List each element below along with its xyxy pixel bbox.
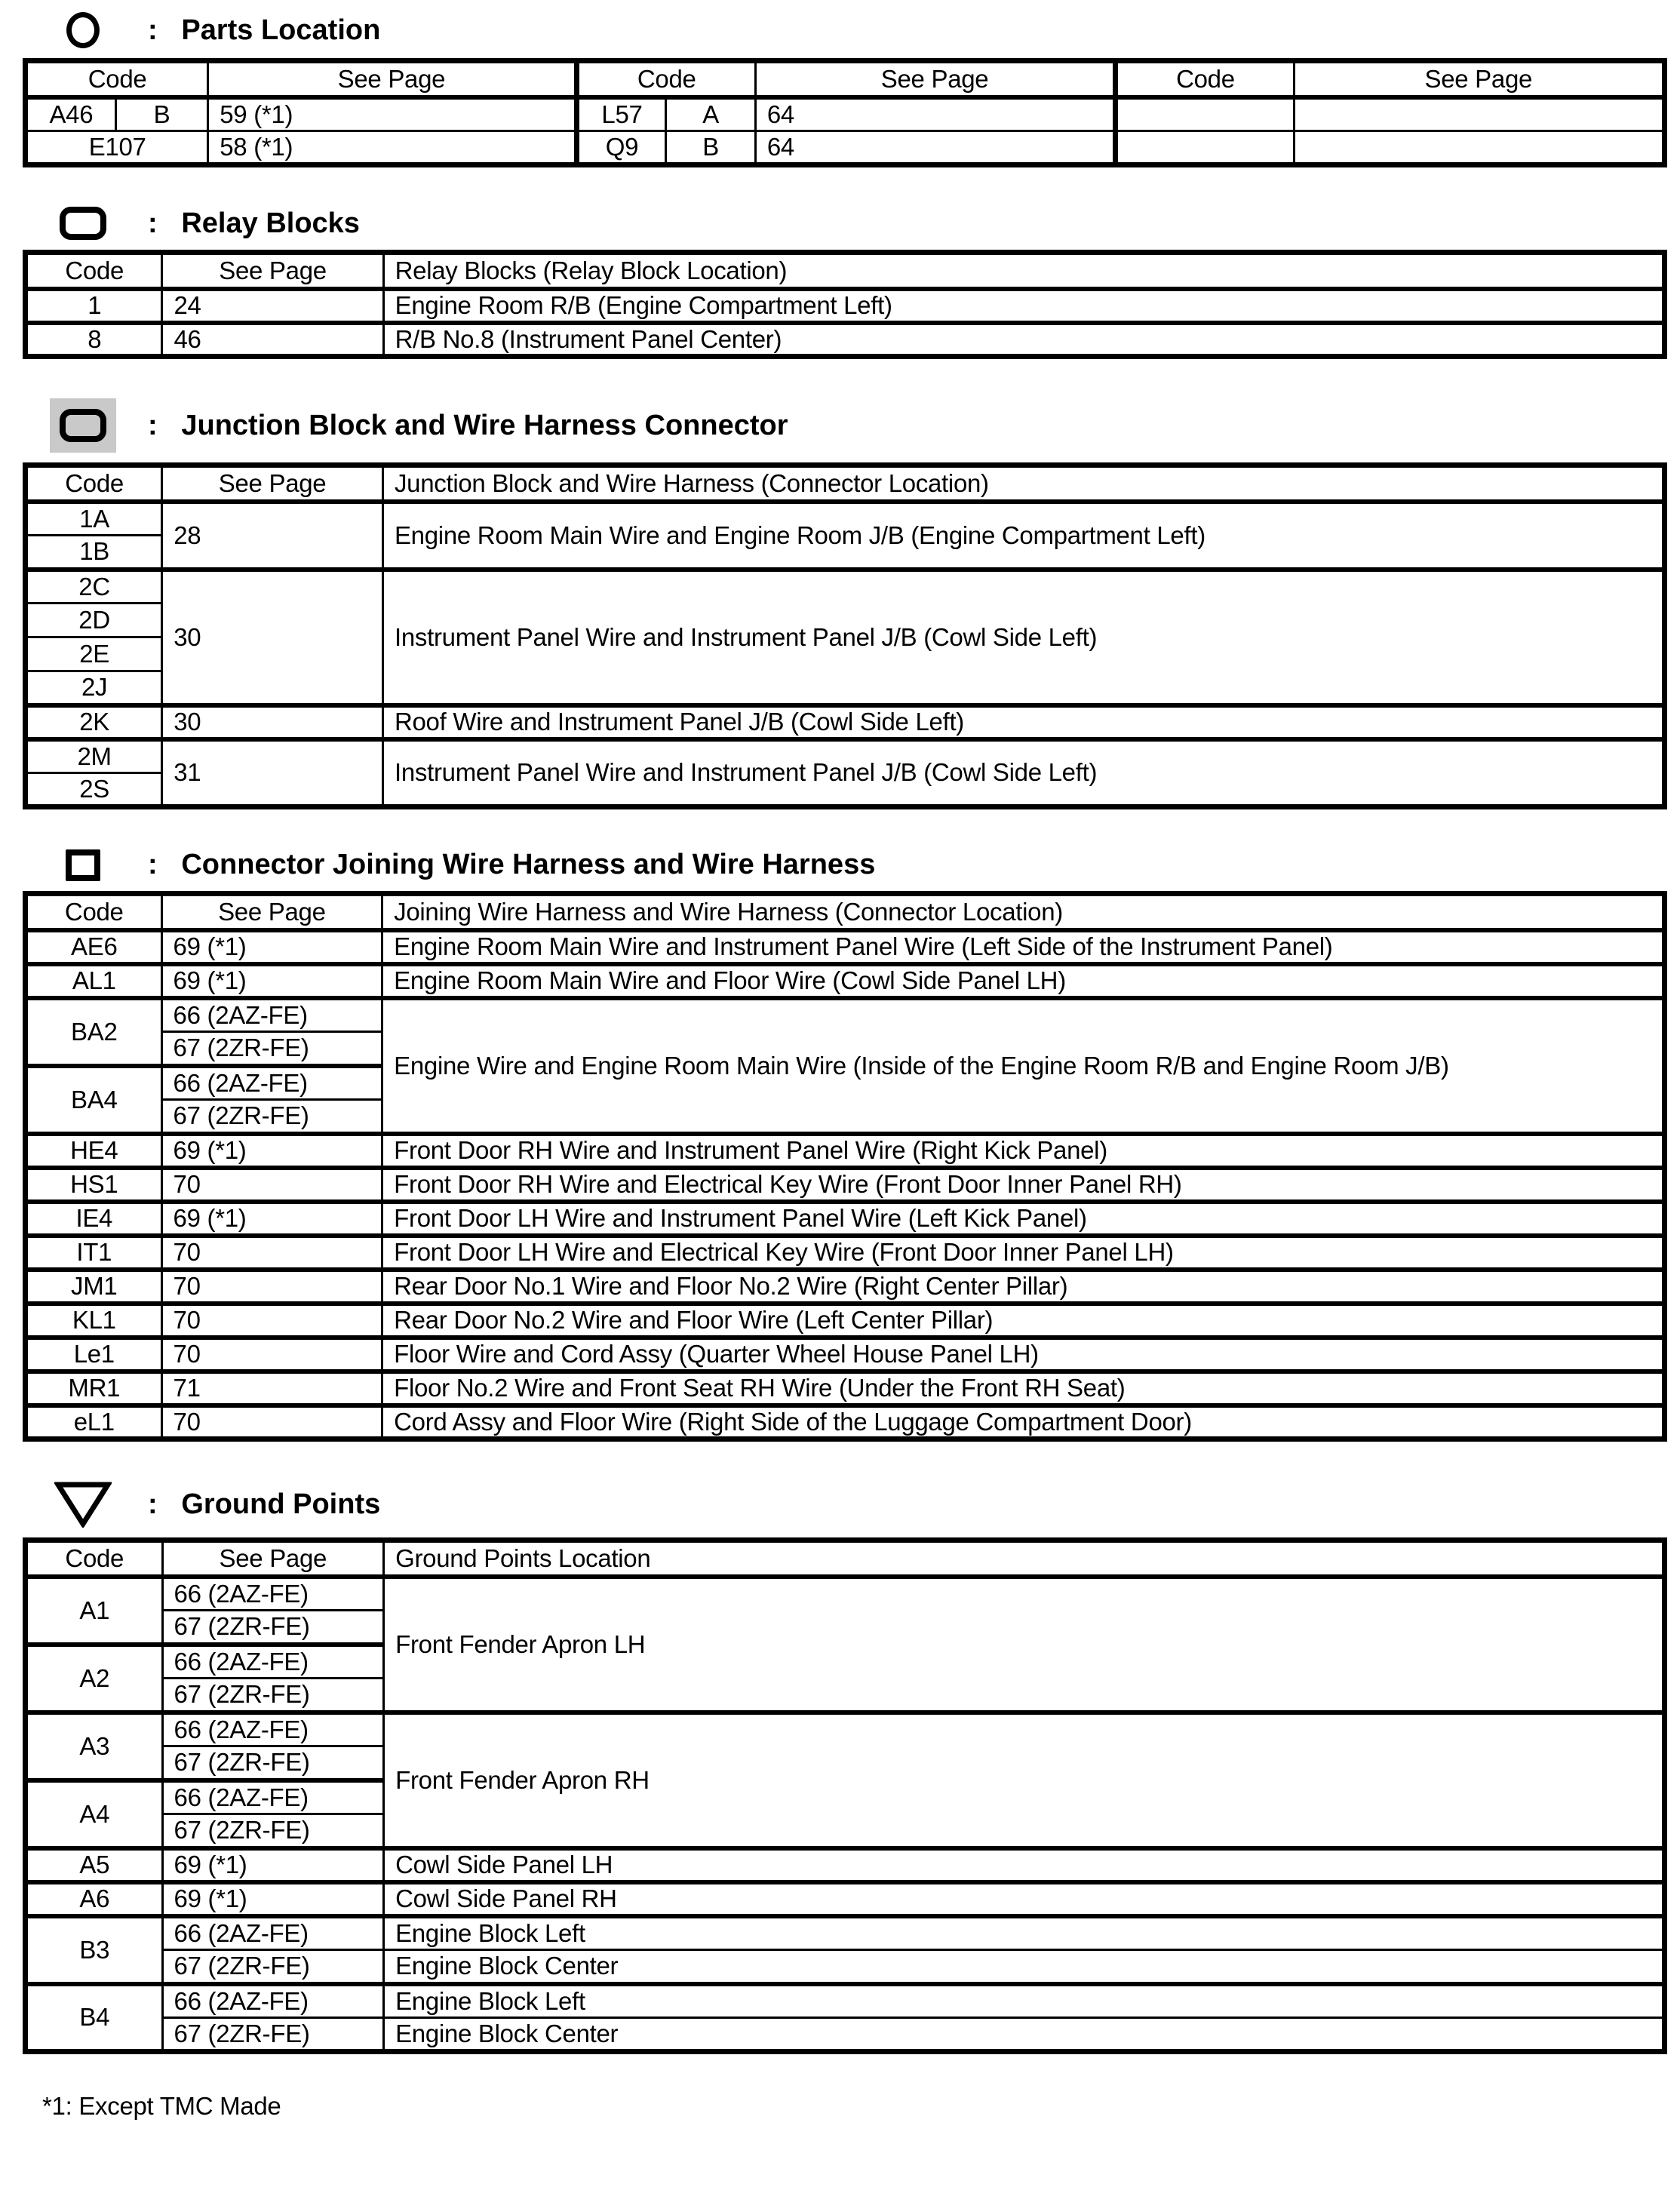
table-cell: Roof Wire and Instrument Panel J/B (Cowl Side Left) xyxy=(382,705,1664,739)
table-row xyxy=(26,1168,1665,1202)
table-cell: 31 xyxy=(162,739,383,807)
header-row xyxy=(26,253,1665,289)
table-row xyxy=(26,1712,1665,1746)
triangle-icon xyxy=(48,1481,118,1528)
section-title: Connector Joining Wire Harness and Wire Harness xyxy=(181,849,876,880)
table-row xyxy=(26,570,1665,604)
table-cell: Engine Room Main Wire and Instrument Panel Wire (Left Side of the Instrument Panel) xyxy=(382,930,1665,964)
column-header: See Page xyxy=(755,61,1115,97)
table-row xyxy=(26,1848,1665,1882)
table-cell: Floor Wire and Cord Assy (Quarter Wheel House Panel LH) xyxy=(382,1338,1665,1371)
table-cell: R/B No.8 (Instrument Panel Center) xyxy=(383,323,1664,357)
table-row xyxy=(26,1371,1665,1405)
header-row xyxy=(26,1540,1665,1577)
column-header: See Page xyxy=(162,1540,384,1577)
table-cell: 24 xyxy=(162,289,383,323)
section-connector-joining xyxy=(23,849,1667,1442)
table-row xyxy=(26,1916,1665,1950)
table-cell: Front Door RH Wire and Electrical Key Wire (Front Door Inner Panel RH) xyxy=(382,1168,1665,1202)
table-cell: 70 xyxy=(161,1270,382,1304)
table-cell: 2C xyxy=(26,570,162,604)
table-cell: 70 xyxy=(161,1236,382,1270)
table-cell: 46 xyxy=(162,323,383,357)
table-cell: MR1 xyxy=(26,1371,162,1405)
table-row xyxy=(26,1577,1665,1611)
table-row xyxy=(26,1950,1665,1984)
section-heading xyxy=(23,12,1667,48)
header-row xyxy=(26,61,1665,97)
table-row xyxy=(26,1134,1665,1168)
table-cell: Q9 xyxy=(576,131,666,165)
column-header: Code xyxy=(576,61,755,97)
table-cell: Floor No.2 Wire and Front Seat RH Wire (Under the Front RH Seat) xyxy=(382,1371,1665,1405)
table-row xyxy=(26,323,1665,357)
table-row xyxy=(26,1202,1665,1236)
table-cell: 30 xyxy=(162,705,383,739)
column-header: Code xyxy=(26,1540,163,1577)
heading-colon: : xyxy=(148,14,158,46)
section-title: Parts Location xyxy=(181,14,381,46)
section-relay-blocks xyxy=(23,207,1667,359)
table-row xyxy=(26,131,1665,165)
header-row xyxy=(26,894,1665,930)
table-cell: 66 (2AZ-FE) xyxy=(162,1916,384,1950)
table-cell: 64 xyxy=(755,97,1115,131)
table-cell: JM1 xyxy=(26,1270,162,1304)
table-cell: Front Door LH Wire and Electrical Key Wire (Front Door Inner Panel LH) xyxy=(382,1236,1665,1270)
table-row xyxy=(26,998,1665,1032)
table-cell: 70 xyxy=(161,1168,382,1202)
table-row xyxy=(26,289,1665,323)
table-cell: 69 (*1) xyxy=(161,1202,382,1236)
icon-shade-patch xyxy=(50,398,116,453)
table-cell: Front Door LH Wire and Instrument Panel Wire (Left Kick Panel) xyxy=(382,1202,1665,1236)
column-header: Joining Wire Harness and Wire Harness (Connector Location) xyxy=(382,894,1665,930)
table-cell: Engine Room Main Wire and Engine Room J/B (Engine Compartment Left) xyxy=(382,502,1664,570)
table-cell: 66 (2AZ-FE) xyxy=(162,1577,384,1611)
table-row xyxy=(26,930,1665,964)
section-ground-points xyxy=(23,1481,1667,2054)
ellipse-icon xyxy=(48,12,118,48)
table-cell: 2J xyxy=(26,671,162,705)
table-cell: 66 (2AZ-FE) xyxy=(162,1984,384,2018)
table-cell: 66 (2AZ-FE) xyxy=(162,1645,384,1679)
table-cell: eL1 xyxy=(26,1405,162,1439)
section-heading xyxy=(23,398,1667,453)
table-cell xyxy=(1294,97,1664,131)
table-cell: A6 xyxy=(26,1882,163,1916)
section-title: Relay Blocks xyxy=(181,207,360,239)
heading-colon: : xyxy=(148,207,158,239)
table-cell: 30 xyxy=(162,570,383,705)
table-cell: Engine Room Main Wire and Floor Wire (Cowl Side Panel LH) xyxy=(382,964,1665,998)
ground-points-table xyxy=(23,1537,1667,2054)
column-header: Relay Blocks (Relay Block Location) xyxy=(383,253,1664,289)
table-cell: Cowl Side Panel LH xyxy=(384,1848,1665,1882)
table-cell: Instrument Panel Wire and Instrument Panel J/B (Cowl Side Left) xyxy=(382,570,1664,705)
table-row xyxy=(26,1304,1665,1338)
table-cell: B xyxy=(115,97,208,131)
section-heading xyxy=(23,1481,1667,1528)
column-header: Code xyxy=(26,894,162,930)
table-row xyxy=(26,705,1665,739)
footnote: *1: Except TMC Made xyxy=(42,2092,281,2120)
table-cell: 2M xyxy=(26,739,162,773)
section-parts-location xyxy=(23,12,1667,167)
heading-colon: : xyxy=(148,849,158,880)
connector-joining-table xyxy=(23,891,1667,1442)
table-cell: 69 (*1) xyxy=(161,964,382,998)
column-header: Code xyxy=(26,61,208,97)
table-cell: Engine Room R/B (Engine Compartment Left) xyxy=(383,289,1664,323)
table-cell: 69 (*1) xyxy=(161,930,382,964)
column-header: See Page xyxy=(161,894,382,930)
column-header: Code xyxy=(26,253,162,289)
table-cell: 67 (2ZR-FE) xyxy=(162,1746,384,1780)
table-cell: B3 xyxy=(26,1916,163,1984)
table-cell: Rear Door No.2 Wire and Floor Wire (Left Center Pillar) xyxy=(382,1304,1665,1338)
table-cell: 67 (2ZR-FE) xyxy=(162,1814,384,1848)
table-cell: Rear Door No.1 Wire and Floor No.2 Wire (Right Center Pillar) xyxy=(382,1270,1665,1304)
table-cell: BA4 xyxy=(26,1066,162,1134)
table-cell: 1 xyxy=(26,289,162,323)
table-cell: 28 xyxy=(162,502,383,570)
table-row xyxy=(26,964,1665,998)
table-row xyxy=(26,1236,1665,1270)
table-row xyxy=(26,1270,1665,1304)
column-header: See Page xyxy=(208,61,576,97)
table-cell: 67 (2ZR-FE) xyxy=(162,2018,384,2052)
table-cell: KL1 xyxy=(26,1304,162,1338)
table-cell: Instrument Panel Wire and Instrument Panel J/B (Cowl Side Left) xyxy=(382,739,1664,807)
column-header: See Page xyxy=(1294,61,1664,97)
relay-blocks-table xyxy=(23,250,1667,359)
table-cell: Engine Block Center xyxy=(384,1950,1665,1984)
table-cell: 67 (2ZR-FE) xyxy=(161,1100,382,1134)
table-cell: 67 (2ZR-FE) xyxy=(162,1611,384,1645)
table-cell: 70 xyxy=(161,1405,382,1439)
table-cell: 67 (2ZR-FE) xyxy=(162,1679,384,1712)
column-header: Code xyxy=(26,465,162,502)
table-cell: Front Door RH Wire and Instrument Panel Wire (Right Kick Panel) xyxy=(382,1134,1665,1168)
section-heading xyxy=(23,849,1667,881)
table-cell: HE4 xyxy=(26,1134,162,1168)
column-header: See Page xyxy=(162,253,383,289)
table-row xyxy=(26,97,1665,131)
parts-location-table xyxy=(23,58,1667,167)
table-cell: 66 (2AZ-FE) xyxy=(161,998,382,1032)
table-cell: 69 (*1) xyxy=(161,1134,382,1168)
table-cell: A2 xyxy=(26,1645,163,1712)
table-cell: 66 (2AZ-FE) xyxy=(161,1066,382,1100)
table-cell: Cord Assy and Floor Wire (Right Side of the Luggage Compartment Door) xyxy=(382,1405,1665,1439)
table-cell: A5 xyxy=(26,1848,163,1882)
table-cell: 64 xyxy=(755,131,1115,165)
table-row xyxy=(26,1338,1665,1371)
table-cell: 1B xyxy=(26,536,162,570)
table-cell: 69 (*1) xyxy=(162,1848,384,1882)
table-cell xyxy=(1116,97,1294,131)
table-row xyxy=(26,1405,1665,1439)
table-cell: Engine Block Center xyxy=(384,2018,1665,2052)
table-cell: Front Fender Apron RH xyxy=(384,1712,1665,1848)
table-cell: A3 xyxy=(26,1712,163,1780)
table-cell: IT1 xyxy=(26,1236,162,1270)
column-header: Code xyxy=(1116,61,1294,97)
table-cell: 71 xyxy=(161,1371,382,1405)
table-cell: Engine Block Left xyxy=(384,1916,1665,1950)
table-row xyxy=(26,2018,1665,2052)
section-heading xyxy=(23,207,1667,240)
table-cell: 2S xyxy=(26,773,162,807)
table-cell: A4 xyxy=(26,1780,163,1848)
table-cell: 1A xyxy=(26,502,162,536)
table-cell: HS1 xyxy=(26,1168,162,1202)
shaded-rounded-rect-icon xyxy=(48,398,118,453)
table-cell: 2E xyxy=(26,637,162,671)
heading-colon: : xyxy=(148,409,158,441)
table-cell: AL1 xyxy=(26,964,162,998)
table-cell: 59 (*1) xyxy=(208,97,576,131)
table-cell: A46 xyxy=(26,97,116,131)
table-row xyxy=(26,502,1665,536)
table-cell: B xyxy=(666,131,756,165)
heading-colon: : xyxy=(148,1488,158,1520)
table-cell: 66 (2AZ-FE) xyxy=(162,1712,384,1746)
header-row xyxy=(26,465,1665,502)
table-cell: 66 (2AZ-FE) xyxy=(162,1780,384,1814)
section-title: Ground Points xyxy=(181,1488,381,1520)
table-cell: 8 xyxy=(26,323,162,357)
table-cell: 70 xyxy=(161,1338,382,1371)
table-cell: 2D xyxy=(26,604,162,637)
table-cell: 67 (2ZR-FE) xyxy=(162,1950,384,1984)
table-cell: 67 (2ZR-FE) xyxy=(161,1032,382,1066)
table-cell: Engine Wire and Engine Room Main Wire (Inside of the Engine Room R/B and Engine Room J/B) xyxy=(382,998,1665,1134)
column-header: See Page xyxy=(162,465,383,502)
table-cell: 69 (*1) xyxy=(162,1882,384,1916)
table-cell xyxy=(1294,131,1664,165)
table-cell: BA2 xyxy=(26,998,162,1066)
table-cell xyxy=(1116,131,1294,165)
table-cell: AE6 xyxy=(26,930,162,964)
table-cell: A1 xyxy=(26,1577,163,1645)
section-junction-block xyxy=(23,398,1667,809)
table-cell: IE4 xyxy=(26,1202,162,1236)
table-row xyxy=(26,1984,1665,2018)
table-cell: 2K xyxy=(26,705,162,739)
column-header: Ground Points Location xyxy=(384,1540,1665,1577)
rounded-rect-icon xyxy=(48,207,118,240)
table-cell: Front Fender Apron LH xyxy=(384,1577,1665,1712)
table-cell: 70 xyxy=(161,1304,382,1338)
table-cell: Cowl Side Panel RH xyxy=(384,1882,1665,1916)
table-cell: 58 (*1) xyxy=(208,131,576,165)
table-row xyxy=(26,1882,1665,1916)
table-row xyxy=(26,739,1665,773)
table-cell: B4 xyxy=(26,1984,163,2052)
table-cell: Engine Block Left xyxy=(384,1984,1665,2018)
column-header: Junction Block and Wire Harness (Connector Location) xyxy=(382,465,1664,502)
table-cell: Le1 xyxy=(26,1338,162,1371)
junction-block-table xyxy=(23,462,1667,809)
table-cell: E107 xyxy=(26,131,208,165)
table-cell: L57 xyxy=(576,97,666,131)
square-icon xyxy=(48,849,118,881)
table-cell: A xyxy=(666,97,756,131)
section-title: Junction Block and Wire Harness Connector xyxy=(181,409,788,441)
